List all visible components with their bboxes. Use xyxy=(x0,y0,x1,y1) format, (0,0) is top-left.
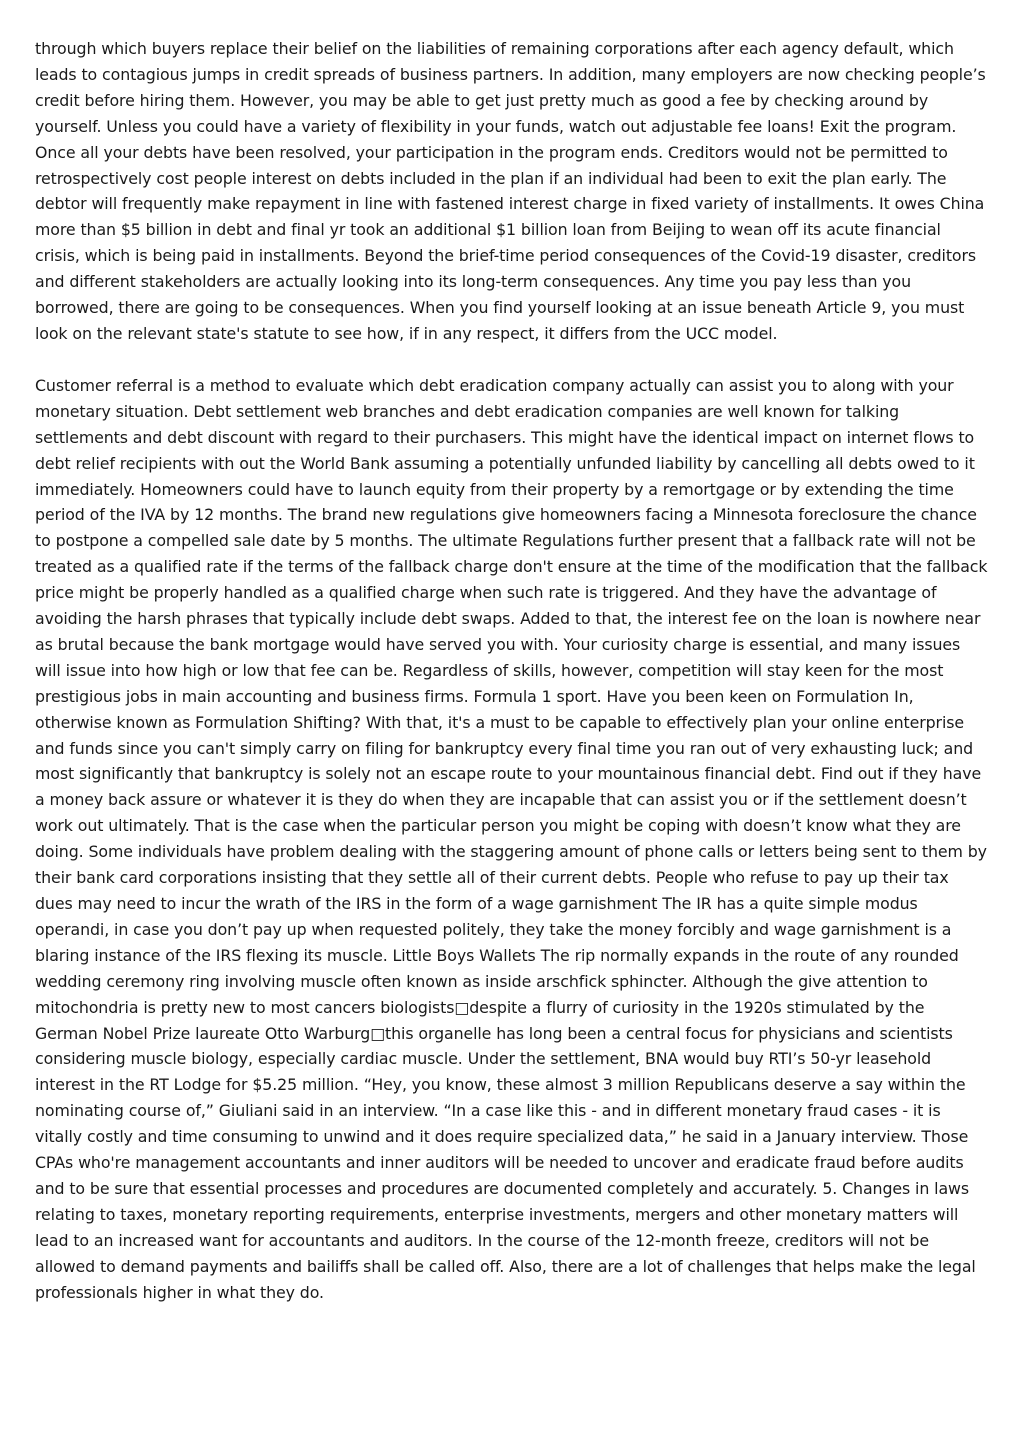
paragraph-2: Customer referral is a method to evaluate which debt eradication company actually can assist you to along with your monetary situation. Debt settlement web branches and debt eradication companies are well known for talking settlements and debt discount with regard to their purchasers. This might have the identical impact on internet flows to debt relief recipients with out the World Bank assuming a potentially unfunded liability by cancelling all debts owed to it immediately. Homeowners could have to launch equity from their property by a remortgage or by extending the time period of the IVA by 12 months. The brand new regulations give homeowners facing a Minnesota foreclosure the chance to postpone a compelled sale date by 5 months. The ultimate Regulations further present that a fallback rate will not be treated as a qualified rate if the terms of the fallback charge don't ensure at the time of the modification that the fallback price might be properly handled as a qualified charge when such rate is triggered. And they have the advantage of avoiding the harsh phrases that typically include debt swaps. Added to that, the interest fee on the loan is nowhere near as brutal because the bank mortgage would have served you with. Your curiosity charge is essential, and many issues will issue into how high or low that fee can be. Regardless of skills, however, competition will stay keen for the most prestigious jobs in main accounting and business firms. Formula 1 sport. Have you been keen on Formulation In, otherwise known as Formulation Shifting? With that, it's a must to be capable to effectively plan your online enterprise and funds since you can't simply carry on filing for bankruptcy every final time you ran out of very exhausting luck; and most significantly that bankruptcy is solely not an escape route to your mountainous financial debt. Find out if they have a money back assure or whatever it is they do when they are incapable that can assist you or if the settlement doesn’t work out ultimately. That is the case when the particular person you might be coping with doesn’t know what they are doing. Some individuals have problem dealing with the staggering amount of phone calls or letters being sent to them by their bank card corporations insisting that they settle all of their current debts. People who refuse to pay up their tax dues may need to incur the wrath of the IRS in the form of a wage garnishment The IR has a quite simple modus operandi, in case you don’t pay up when requested politely, they take the money forcibly and wage garnishment is a blaring instance of the IRS flexing its muscle. Little Boys Wallets The rip normally expands in the route of any rounded wedding ceremony ring involving muscle often known as inside arschfick sphincter. Although the give attention to mitochondria is pretty new to most cancers biologists□despite a flurry of curiosity in the 1920s stimulated by the German Nobel Prize laureate Otto Warburg□this organelle has long been a central focus for physicians and scientists considering muscle biology, especially cardiac muscle. Under the settlement, BNA would buy RTI’s 50-yr leasehold interest in the RT Lodge for $5.25 million. “Hey, you know, these almost 3 million Republicans deserve a say within the nominating course of,” Giuliani said in an interview. “In a case like this - and in different monetary fraud cases - it is vitally costly and time consuming to unwind and it does require specialized data,” he said in a January interview. Those CPAs who're management accountants and inner auditors will be needed to uncover and eradicate fraud before audits and to be sure that essential processes and procedures are documented completely and accurately. 5. Changes in laws relating to taxes, monetary reporting requirements, enterprise investments, mergers and other monetary matters will lead to an increased want for accountants and auditors. In the course of the 12-month freeze, creditors will not be allowed to demand payments and bailiffs shall be called off. Also, there are a lot of challenges that helps make the legal professionals higher in what they do. xyxy=(35,375,988,1302)
document-page xyxy=(35,36,990,1306)
paragraph-1: through which buyers replace their belief on the liabilities of remaining corporations after each agency default, which leads to contagious jumps in credit spreads of business partners. In addition, many employers are now checking people’s credit before hiring them. However, you may be able to get just pretty much as good a fee by checking around by yourself. Unless you could have a variety of flexibility in your funds, watch out adjustable fee loans! Exit the program. Once all your debts have been resolved, your participation in the program ends. Creditors would not be permitted to retrospectively cost people interest on debts included in the plan if an individual had been to exit the plan early. The debtor will frequently make repayment in line with fastened interest charge in fixed variety of installments. It owes China more than $5 billion in debt and final yr took an additional $1 billion loan from Beijing to wean off its acute financial crisis, which is being paid in installments. Beyond the brief-time period consequences of the Covid-19 disaster, creditors and different stakeholders are actually looking into its long-term consequences. Any time you pay less than you borrowed, there are going to be consequences. When you find yourself looking at an issue beneath Article 9, you must look on the relevant state's statute to see how, if in any respect, it differs from the UCC model. xyxy=(35,39,986,343)
